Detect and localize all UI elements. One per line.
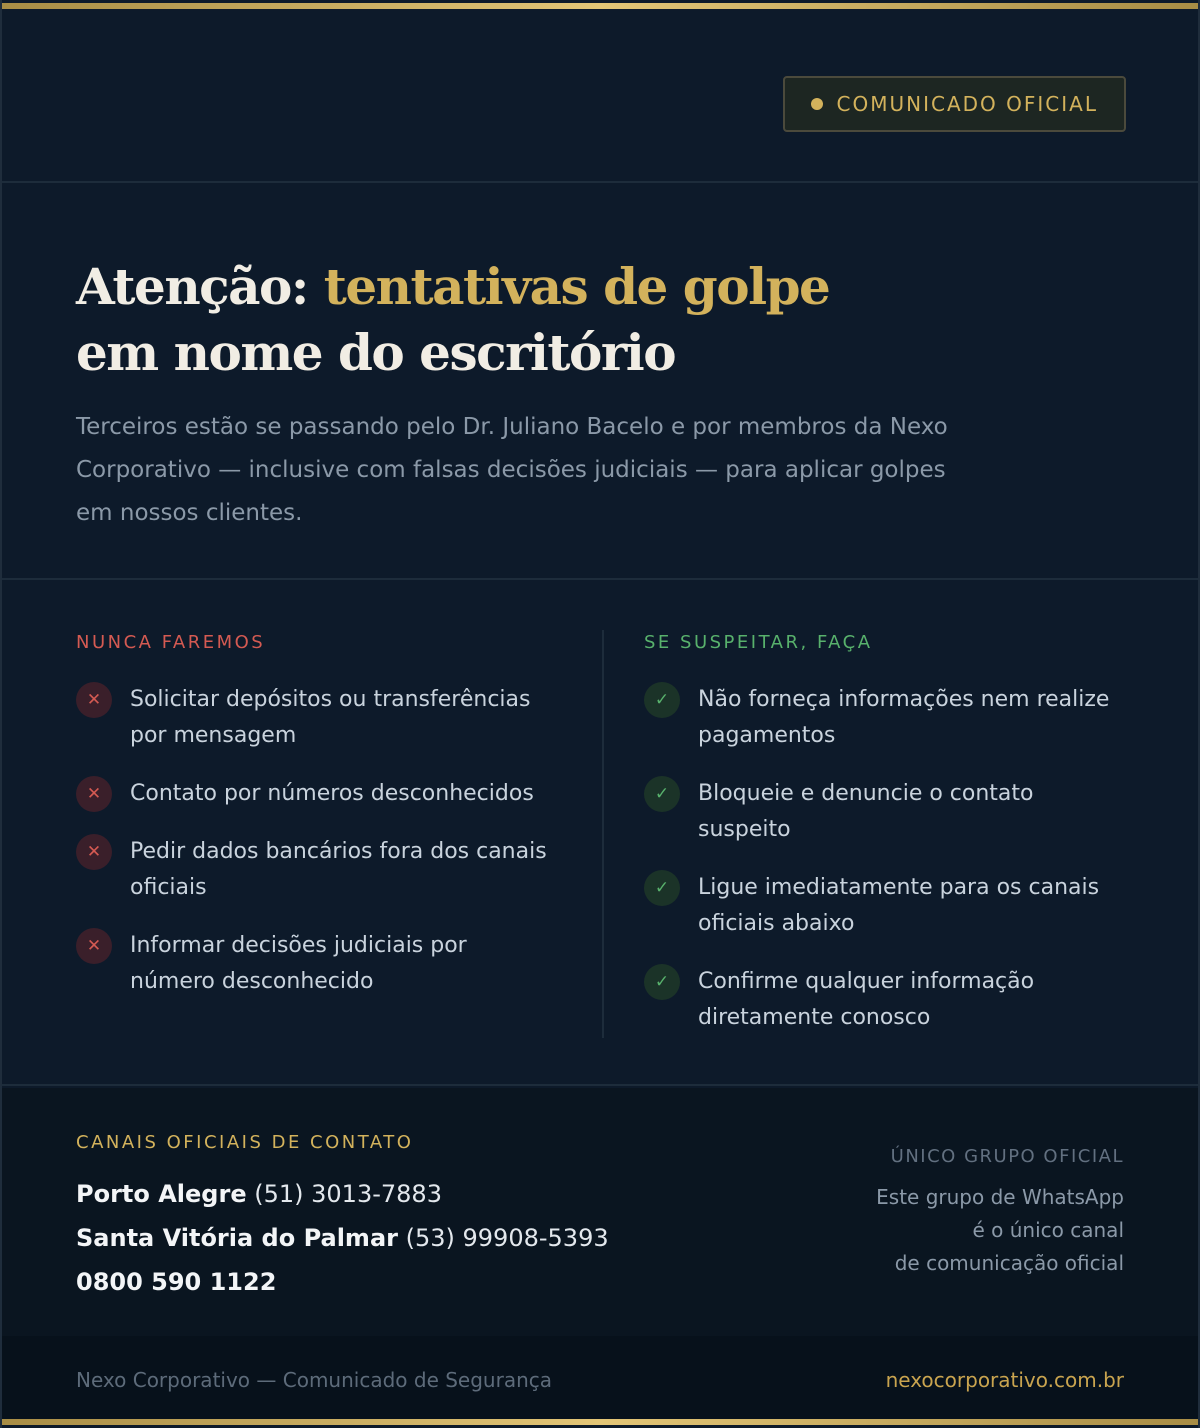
x-mark-icon: ✕ — [76, 928, 112, 964]
badge-dot-icon — [811, 98, 823, 110]
never-item-line2: oficiais — [130, 875, 207, 900]
suspect-item-line2: pagamentos — [698, 723, 836, 748]
never-item-text — [130, 682, 530, 754]
header — [2, 9, 1198, 183]
never-item — [76, 776, 576, 812]
footer — [2, 1336, 1198, 1422]
hero-description — [76, 406, 1016, 535]
contact-line — [76, 1172, 609, 1216]
never-item-line1: Contato por números desconhecidos — [130, 781, 534, 806]
suspect-item-line1: Não forneça informações nem realize — [698, 687, 1110, 712]
suspect-item-line2: oficiais abaixo — [698, 911, 855, 936]
check-mark-icon: ✓ — [644, 964, 680, 1000]
contact-heading: CANAIS OFICIAIS DE CONTATO — [76, 1132, 414, 1153]
hero-text-line3: em nossos clientes. — [76, 500, 303, 526]
never-item-line1: Solicitar depósitos ou transferências — [130, 687, 531, 712]
suspect-item-line2: suspeito — [698, 817, 791, 842]
never-item-line2: por mensagem — [130, 723, 297, 748]
suspect-item-line1: Confirme qualquer informação — [698, 969, 1035, 994]
suspect-item — [644, 870, 1144, 942]
never-item — [76, 682, 576, 754]
check-mark-icon: ✓ — [644, 776, 680, 812]
contact-phone[interactable]: (53) 99908-5393 — [405, 1224, 609, 1252]
group-text-line1: Este grupo de WhatsApp — [876, 1185, 1124, 1209]
toll-free-number[interactable]: 0800 590 1122 — [76, 1268, 277, 1296]
group-heading: ÚNICO GRUPO OFICIAL — [890, 1146, 1124, 1167]
suspect-item-text — [698, 682, 1109, 754]
title-line2: em nome do escritório — [76, 323, 676, 382]
title-prefix: Atenção: — [76, 257, 324, 316]
contact-phone[interactable]: (51) 3013-7883 — [254, 1180, 442, 1208]
group-text-line3: de comunicação oficial — [894, 1251, 1124, 1275]
never-column — [76, 632, 576, 1022]
suspect-column — [644, 632, 1144, 1058]
official-group-note — [876, 1146, 1124, 1280]
suspect-heading: SE SUSPEITAR, FAÇA — [644, 632, 873, 653]
never-item — [76, 928, 576, 1000]
column-divider — [602, 630, 604, 1038]
official-badge — [783, 76, 1126, 132]
group-text-line2: é o único canal — [972, 1218, 1124, 1242]
suspect-item — [644, 964, 1144, 1036]
never-item-line1: Pedir dados bancários fora dos canais — [130, 839, 547, 864]
check-mark-icon: ✓ — [644, 682, 680, 718]
suspect-item-line1: Bloqueie e denuncie o contato — [698, 781, 1034, 806]
suspect-item-line2: diretamente conosco — [698, 1005, 931, 1030]
footer-website-link[interactable]: nexocorporativo.com.br — [885, 1368, 1124, 1392]
never-item-text — [130, 834, 547, 906]
badge-label: COMUNICADO OFICIAL — [836, 92, 1098, 116]
suspect-item — [644, 682, 1144, 754]
suspect-item-line1: Ligue imediatamente para os canais — [698, 875, 1100, 900]
page-title — [76, 254, 829, 386]
contact-line — [76, 1216, 609, 1260]
suspect-item-text — [698, 776, 1034, 848]
x-mark-icon: ✕ — [76, 776, 112, 812]
contact-city: Porto Alegre — [76, 1180, 247, 1208]
hero-text-line2: Corporativo — inclusive com falsas decisões judiciais — para aplicar golpes — [76, 457, 946, 483]
contact-section — [2, 1088, 1198, 1336]
never-item-line1: Informar decisões judiciais por — [130, 933, 467, 958]
never-item — [76, 834, 576, 906]
never-item-line2: número desconhecido — [130, 969, 374, 994]
never-item-text — [130, 928, 467, 1000]
contact-list — [76, 1172, 609, 1304]
x-mark-icon: ✕ — [76, 834, 112, 870]
hero-text-line1: Terceiros estão se passando pelo Dr. Juliano Bacelo e por membros da Nexo — [76, 414, 948, 440]
contact-city: Santa Vitória do Palmar — [76, 1224, 398, 1252]
guidance-columns — [2, 582, 1198, 1086]
suspect-item-text — [698, 870, 1099, 942]
suspect-item-text — [698, 964, 1034, 1036]
check-mark-icon: ✓ — [644, 870, 680, 906]
group-text — [876, 1181, 1124, 1280]
never-item-text — [130, 776, 534, 812]
footer-caption: Nexo Corporativo — Comunicado de Segurança — [76, 1368, 553, 1392]
bottom-gold-bar — [2, 1419, 1198, 1425]
suspect-item — [644, 776, 1144, 848]
hero — [2, 184, 1198, 580]
x-mark-icon: ✕ — [76, 682, 112, 718]
never-heading: NUNCA FAREMOS — [76, 632, 266, 653]
title-accent: tentativas de golpe — [323, 257, 830, 316]
